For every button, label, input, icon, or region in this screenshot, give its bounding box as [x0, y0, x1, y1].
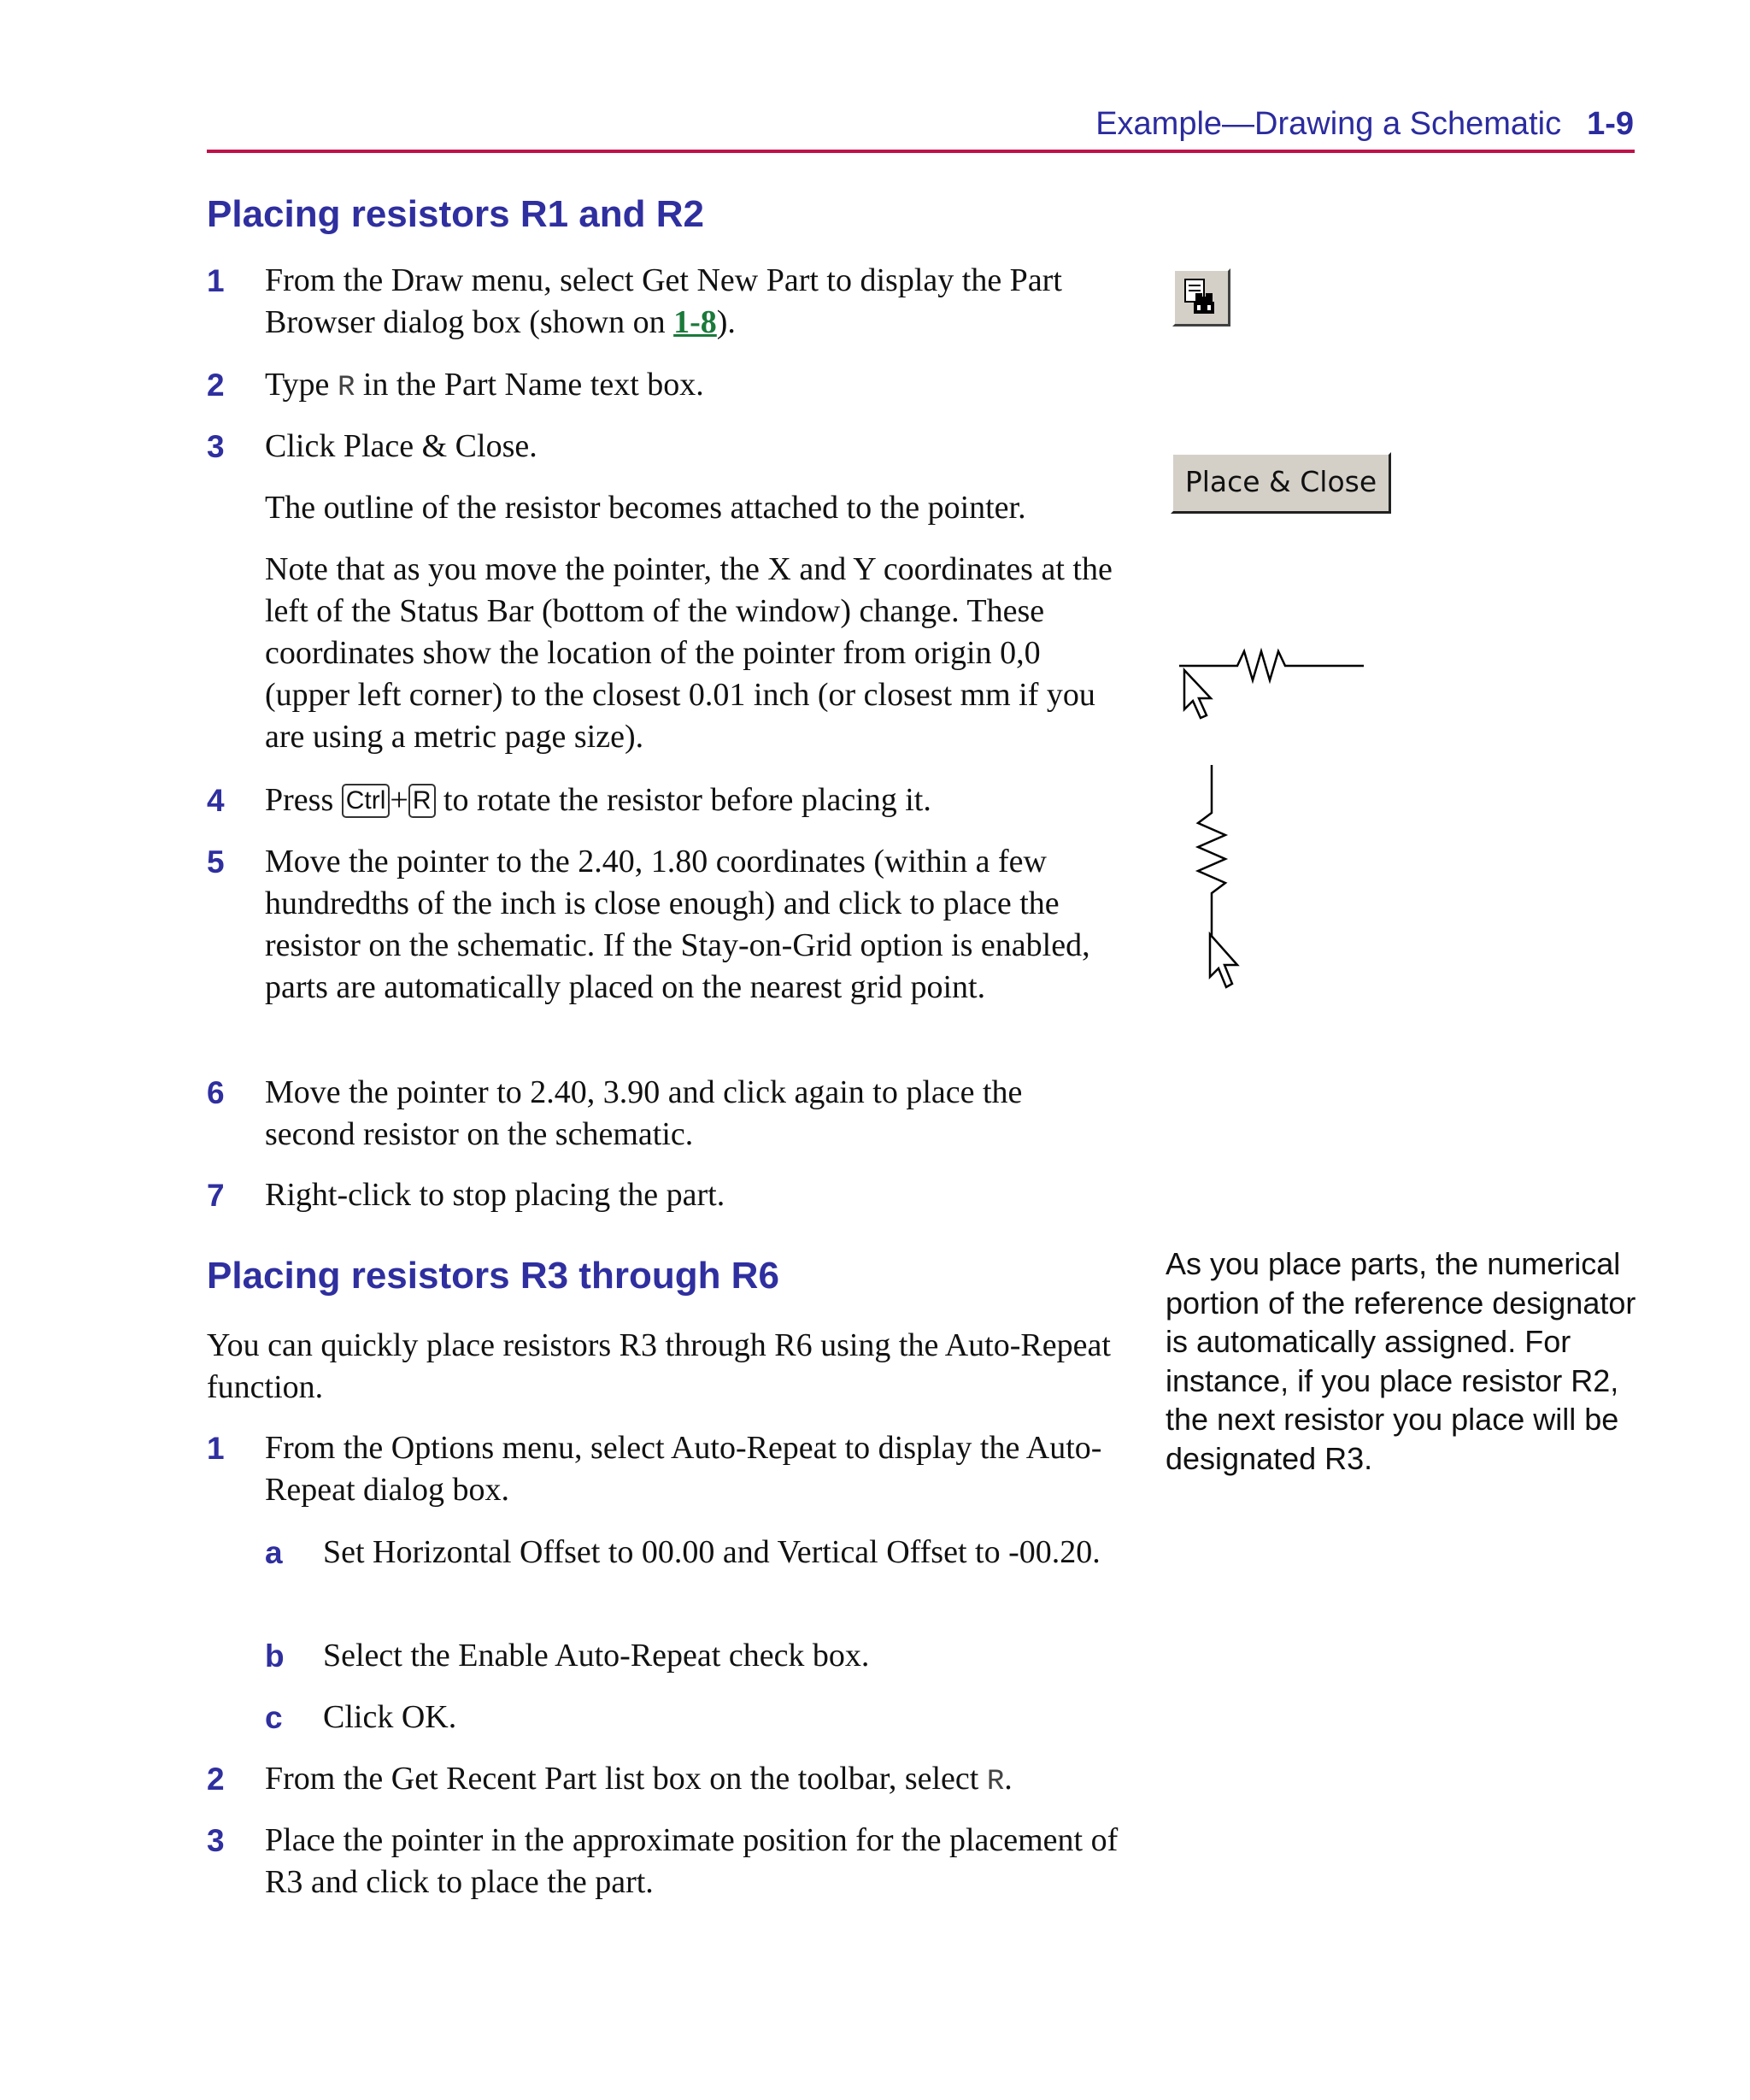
sidebar-note: As you place parts, the numerical portion of the reference designator is automatically assigned. For instance, if you place resistor R2, the next resistor you place will be designated R3.: [1166, 1246, 1636, 1476]
horizontal-resistor-icon: [1179, 643, 1367, 724]
step-number: 2: [207, 368, 225, 403]
code-text: R: [986, 1766, 1005, 1798]
step-number: 3: [207, 429, 225, 464]
section-heading-r1-r2: Placing resistors R1 and R2: [207, 193, 704, 235]
step-text: From the Get Recent Part list box on the toolbar, select R.: [265, 1761, 1013, 1798]
step-number: 2: [207, 1762, 225, 1797]
substep-letter: a: [265, 1535, 283, 1570]
page-link[interactable]: 1-8: [673, 304, 717, 340]
place-and-close-button[interactable]: Place & Close: [1171, 452, 1391, 514]
header-rule: [207, 150, 1635, 153]
substep-letter: b: [265, 1638, 285, 1674]
substep-text: Select the Enable Auto-Repeat check box.: [323, 1638, 870, 1674]
step-text: Place the pointer in the approximate position for the placement of R3 and click to place the part.: [265, 1822, 1119, 1900]
step-number: 4: [207, 783, 225, 818]
step-text: Move the pointer to 2.40, 3.90 and click again to place the second resistor on the schematic.: [265, 1074, 1023, 1152]
header-title: Example—Drawing a Schematic: [1095, 106, 1562, 142]
substep-text: Set Horizontal Offset to 00.00 and Vertical Offset to -00.20.: [323, 1534, 1101, 1570]
outline-paragraph: The outline of the resistor becomes attached to the pointer.: [265, 490, 1026, 526]
step-number: 7: [207, 1178, 225, 1213]
intro-paragraph: You can quickly place resistors R3 through R6 using the Auto-Repeat function.: [207, 1327, 1111, 1405]
step-text: From the Options menu, select Auto-Repeat to display the Auto-Repeat dialog box.: [265, 1430, 1102, 1508]
step-number: 5: [207, 844, 225, 879]
step-number: 1: [207, 1431, 225, 1466]
page-number: 1-9: [1587, 106, 1634, 142]
vertical-resistor-icon: [1188, 763, 1248, 994]
step-text: Type R in the Part Name text box.: [265, 367, 704, 404]
get-new-part-icon[interactable]: [1172, 268, 1230, 326]
step-text: Move the pointer to the 2.40, 1.80 coordinates (within a few hundredths of the inch is close enough) and click to place the resistor on the schematic. If the Stay-on-Grid option is enabled, parts are automatically placed on the nearest grid point.: [265, 844, 1090, 1005]
part-browser-icon: [1175, 271, 1228, 324]
step-text: Right-click to stop placing the part.: [265, 1177, 725, 1213]
step-text: Press Ctrl + R to rotate the resistor before placing it.: [265, 782, 931, 818]
section-heading-r3-r6: Placing resistors R3 through R6: [207, 1255, 779, 1297]
step-number: 6: [207, 1075, 225, 1110]
step-number: 1: [207, 263, 225, 298]
step-number: 3: [207, 1823, 225, 1858]
coordinates-paragraph: Note that as you move the pointer, the X and Y coordinates at the left of the Status Bar (bottom of the window) change. These coordinates show the location of the pointer from origin 0,0 (upper left corner) to the closest 0.01 inch (or closest mm if you are using a metric page size).: [265, 551, 1113, 755]
substep-letter: c: [265, 1700, 283, 1735]
step-text: Click Place & Close.: [265, 428, 537, 464]
running-header: [207, 106, 1634, 143]
r-key: R: [408, 784, 436, 818]
code-text: R: [337, 372, 355, 404]
substep-text: Click OK.: [323, 1699, 457, 1735]
ctrl-key: Ctrl: [342, 784, 391, 818]
step-text: From the Draw menu, select Get New Part to display the Part Browser dialog box (shown on 1-8).: [265, 262, 1062, 340]
